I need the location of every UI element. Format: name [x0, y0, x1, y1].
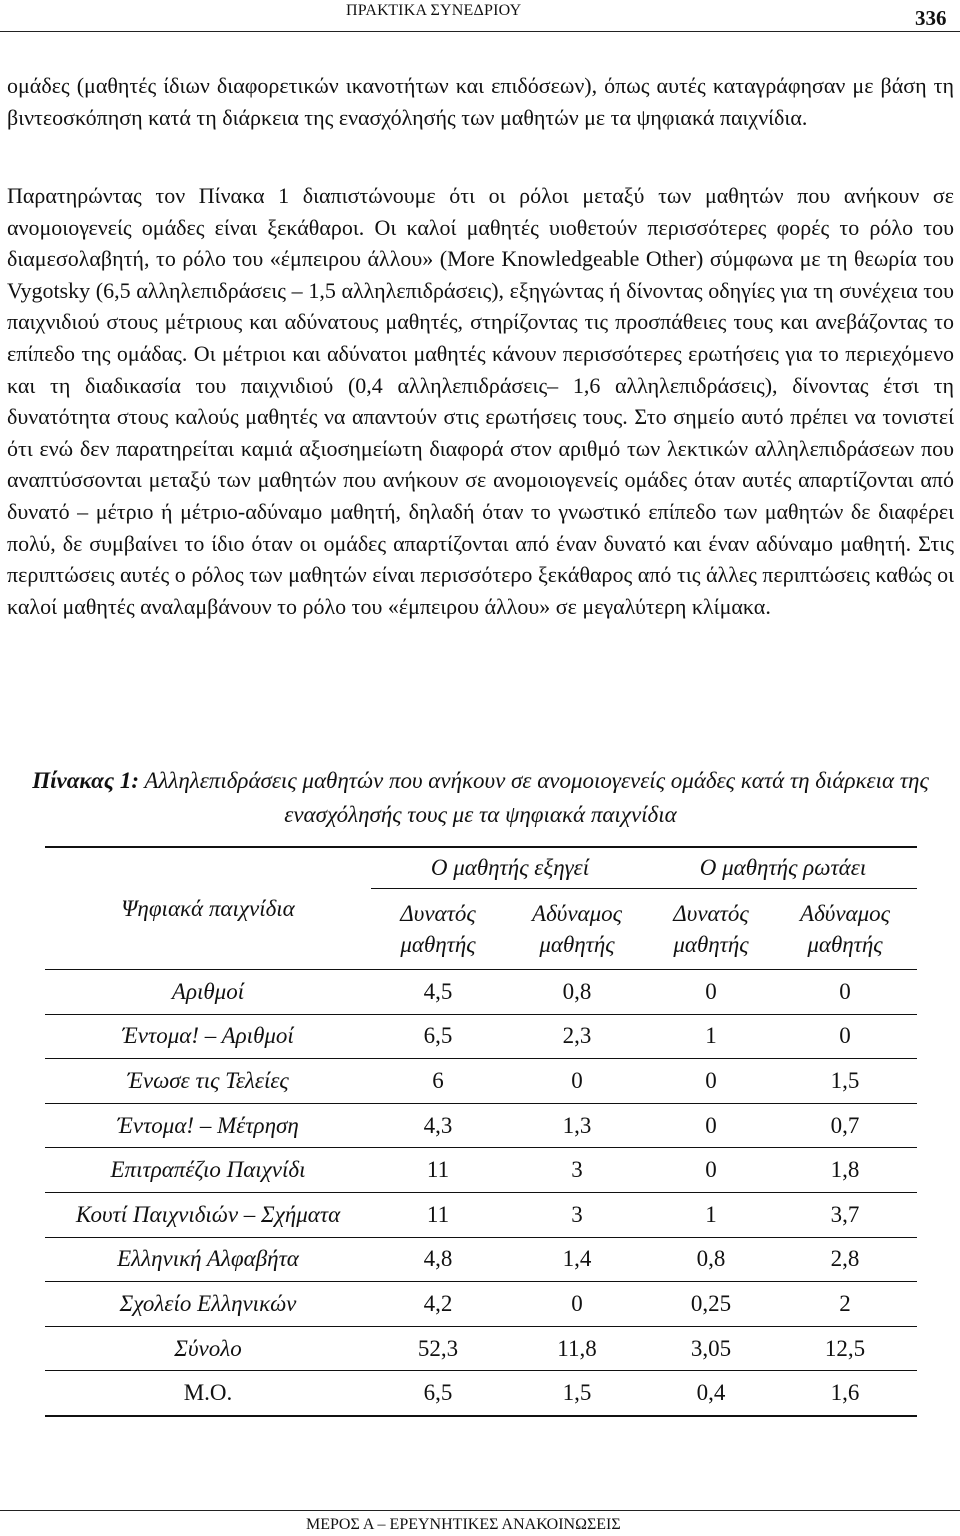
body-paragraph-2: Παρατηρώντας τον Πίνακα 1 διαπιστώνουμε ότι οι ρόλοι μεταξύ των μαθητών που ανήκουν σε ανομοιογενείς ομάδες είναι ξεκάθαροι. Οι καλοί μαθητές υιοθετούν περισσότερες φορές το ρόλο του διαμεσολαβητή, το ρόλο του «έμπειρου άλλου» (More Knowledgeable Other) σύμφωνα με τη θεωρία του Vygotsky (6,5 αλληλεπιδράσεις – 1,5 αλληλεπιδράσεις), εξηγώντας ή δίνοντας οδηγίες για τη συνέχεια του παιχνιδιού στους μέτριους και αδύνατους μαθητές, στηρίζοντας τις προσπάθειες τους και ανεβάζοντας το επίπεδο της ομάδας. Οι μέτριοι και αδύνατοι μαθητές κάνουν περισσότερες ερωτήσεις για το περιεχόμενο και τη διαδικασία του παιχνιδιού (0,4 αλληλεπιδράσεις– 1,6 αλληλεπιδράσεις), δίνοντας έτσι τη δυνατότητα στους καλούς μαθητές να απαντούν στις ερωτήσεις τους. Στο σημείο αυτό πρέπει να τονιστεί ότι ενώ δεν παρατηρείται καμιά αξιοσημείωτη διαφορά στον αριθμό των λεκτικών αλληλεπιδράσεων που αναπτύσσονται μεταξύ των μαθητών που ανήκουν σε ανομοιογενείς ομάδες όταν αυτές απαρτίζονται από δυνατό – μέτριο ή μέτριο-αδύναμο μαθητή, δηλαδή όταν το γνωστικό επίπεδο των μαθητών δε διαφέρει πολύ, δε συμβαίνει το ίδιο όταν οι ομάδες απαρτίζονται από έναν δυνατό και έναν αδύναμο μαθητή. Στις περιπτώσεις αυτές ο ρόλος των μαθητών είναι περισσότερο ξεκάθαρος από τις άλλες περιπτώσεις καθώς οι καλοί μαθητές αναλαμβάνουν το ρόλο του «έμπειρου άλλου» σε μεγαλύτερη κλίμακα. — [7, 183, 954, 619]
value-cell: 1,8 — [773, 1148, 917, 1193]
value-cell: 0 — [505, 1282, 649, 1327]
value-cell: 0,8 — [649, 1237, 773, 1282]
mean-label-cell: Μ.Ο. — [45, 1371, 371, 1416]
game-name-cell: Σύνολο — [45, 1326, 371, 1371]
value-cell: 1,5 — [773, 1059, 917, 1104]
value-cell: 0,7 — [773, 1103, 917, 1148]
body-paragraph-1: ομάδες (μαθητές ίδιων διαφορετικών ικανοτήτων και επιδόσεων), όπως αυτές καταγράφησαν με βάση τη βιντεοσκόπηση κατά τη διάρκεια της ενασχόλησής των μαθητών με τα ψηφιακά παιχνίδια. — [7, 73, 954, 130]
game-name-cell: Σχολείο Ελληνικών — [45, 1282, 371, 1327]
value-cell: 12,5 — [773, 1326, 917, 1371]
value-cell: 0,8 — [505, 970, 649, 1015]
table-row — [45, 1237, 917, 1282]
table-body — [45, 970, 917, 1416]
value-cell: 0 — [649, 970, 773, 1015]
group-header-asks: Ο μαθητής ρωτάει — [649, 847, 917, 889]
game-name-cell: Ένωσε τις Τελείες — [45, 1059, 371, 1104]
subheader-strong-explains: Δυνατός μαθητής — [400, 901, 476, 957]
mean-value-cell: 1,5 — [505, 1371, 649, 1416]
value-cell: 0 — [649, 1148, 773, 1193]
table-row — [45, 1014, 917, 1059]
game-column-header: Ψηφιακά παιχνίδια — [121, 895, 295, 921]
value-cell: 0 — [649, 1103, 773, 1148]
subheader-strong-asks: Δυνατός μαθητής — [673, 901, 749, 957]
value-cell: 1 — [649, 1192, 773, 1237]
value-cell: 1 — [649, 1014, 773, 1059]
subheader-weak-explains: Αδύναμος μαθητής — [532, 901, 622, 957]
game-name-cell: Επιτραπέζιο Παιχνίδι — [45, 1148, 371, 1193]
footer-rule — [0, 1510, 960, 1511]
value-cell: 11 — [371, 1148, 505, 1193]
value-cell: 4,2 — [371, 1282, 505, 1327]
header-rule — [0, 31, 960, 32]
value-cell: 6,5 — [371, 1014, 505, 1059]
mean-value-cell: 1,6 — [773, 1371, 917, 1416]
interactions-table — [45, 846, 917, 1417]
page-header — [0, 0, 960, 36]
table-row — [45, 1148, 917, 1193]
mean-row — [45, 1371, 917, 1416]
page-number: 336 — [915, 6, 947, 30]
table-row — [45, 1192, 917, 1237]
value-cell: 11,8 — [505, 1326, 649, 1371]
running-title: ΠΡΑΚΤΙΚΑ ΣΥΝΕΔΡΙΟΥ — [346, 2, 522, 19]
table-row — [45, 970, 917, 1015]
value-cell: 3 — [505, 1148, 649, 1193]
page-footer — [0, 1508, 960, 1536]
table-row — [45, 1282, 917, 1327]
value-cell: 1,3 — [505, 1103, 649, 1148]
game-name-cell: Ελληνική Αλφαβήτα — [45, 1237, 371, 1282]
footer-section-title: ΜΕΡΟΣ Α – ΕΡΕΥΝΗΤΙΚΕΣ ΑΝΑΚΟΙΝΩΣΕΙΣ — [306, 1516, 621, 1533]
game-name-cell: Έντομα! – Αριθμοί — [45, 1014, 371, 1059]
value-cell: 0 — [773, 970, 917, 1015]
value-cell: 3,05 — [649, 1326, 773, 1371]
mean-value-cell: 6,5 — [371, 1371, 505, 1416]
value-cell: 1,4 — [505, 1237, 649, 1282]
value-cell: 0 — [505, 1059, 649, 1104]
value-cell: 3 — [505, 1192, 649, 1237]
mean-value-cell: 0,4 — [649, 1371, 773, 1416]
value-cell: 2 — [773, 1282, 917, 1327]
value-cell: 4,5 — [371, 970, 505, 1015]
value-cell: 2,8 — [773, 1237, 917, 1282]
game-name-cell: Κουτί Παιχνιδιών – Σχήματα — [45, 1192, 371, 1237]
game-name-cell: Αριθμοί — [45, 970, 371, 1015]
table-row — [45, 1326, 917, 1371]
value-cell: 0,25 — [649, 1282, 773, 1327]
value-cell: 2,3 — [505, 1014, 649, 1059]
value-cell: 6 — [371, 1059, 505, 1104]
value-cell: 4,8 — [371, 1237, 505, 1282]
table-row — [45, 1103, 917, 1148]
value-cell: 52,3 — [371, 1326, 505, 1371]
value-cell: 0 — [773, 1014, 917, 1059]
value-cell: 11 — [371, 1192, 505, 1237]
value-cell: 0 — [649, 1059, 773, 1104]
table-caption-text: Αλληλεπιδράσεις μαθητών που ανήκουν σε ανομοιογενείς ομάδες κατά τη διάρκεια της ενασχόλησής τους με τα ψηφιακά παιχνίδια — [139, 768, 929, 827]
value-cell: 3,7 — [773, 1192, 917, 1237]
value-cell: 4,3 — [371, 1103, 505, 1148]
table-caption-label: Πίνακας 1: — [32, 768, 140, 793]
group-header-explains: Ο μαθητής εξηγεί — [371, 847, 649, 889]
game-name-cell: Έντομα! – Μέτρηση — [45, 1103, 371, 1148]
table-row — [45, 1059, 917, 1104]
table-group-header-row — [45, 847, 917, 889]
table-caption — [7, 764, 954, 832]
subheader-weak-asks: Αδύναμος μαθητής — [800, 901, 890, 957]
